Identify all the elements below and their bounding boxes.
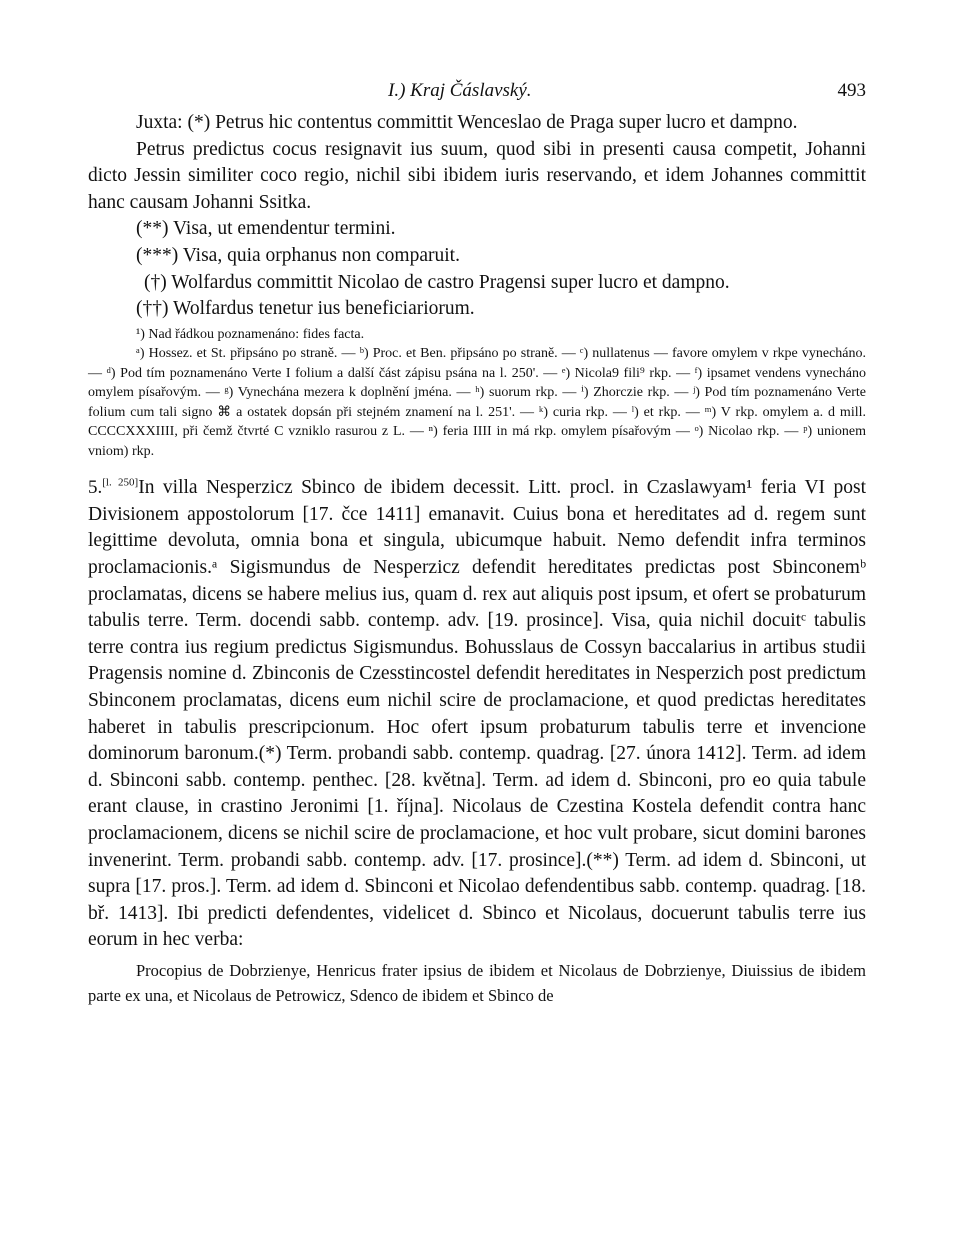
entry-number: 5. <box>88 477 103 499</box>
footnotes <box>88 325 866 462</box>
note-wolfardus-committit: (†) Wolfardus committit Nicolao de castro Pragensi super lucro et dampno. <box>144 271 730 293</box>
document-page <box>88 80 866 1008</box>
entry-5 <box>88 475 866 954</box>
witness-text: Procopius de Dobrzienye, Henricus frater ipsius de ibidem et Nicolaus de Dobrzienye, Diuissius de ibidem parte ex una, et Nicolaus de Petrowicz, Sdenco de ibidem et Sbinco de <box>88 960 866 1005</box>
running-header <box>88 80 866 110</box>
note-wolfardus-tenetur: (††) Wolfardus tenetur ius beneficiariorum. <box>136 298 475 320</box>
entry-5-text <box>88 475 866 954</box>
witness-list <box>88 958 866 1008</box>
juxta-paragraph: Juxta: (*) Petrus hic contentus committit Wenceslao de Praga super lucro et dampno. <box>136 112 798 133</box>
entry-5-body: In villa Nesperzicz Sbinco de ibidem decessit. Litt. procl. in Czaslawyam¹ feria VI post Divisionem appostolorum [17. čce 1411] emanavit. Cuius bona et hereditates ad d. regem sunt legittime devoluta, omnia bona et singula, ubicumque habuit. Nemo defendit infra terminos proclamacionis.ᵃ Sigismundus de Nesperzicz defendit hereditates predictas post Sbinconemᵇ proclamatas, dicens se habere melius ius, quam d. rex aut aliquis post ipsum, et ofert se probaturum tabulis terre. Term. docendi sabb. contemp. adv. [19. prosince]. Visa, quia nichil docuitᶜ tabulis terre contra ius regium predictus Sigismundus. Bohusslaus de Cossyn baccalarius in artibus studii Pragensis nomine d. Zbinconis de Czesstincostel defendit hereditates in Nesperzich post predictum Sbinconem proclamatas, dicens eum nichil scire de proclamacione, et quod predictas hereditates haberet in tabulis prescripcionum. Hoc ofert ipsum probaturum tabulis terre et invencione dominorum baronum.(*) Term. probandi sabb. contemp. quadrag. [27. února 1412]. Term. ad idem d. Sbinconi sabb. contemp. penthec. [28. května]. Term. ad idem d. Sbinconi, pro eo quia tabule erant clause, in crastino Jeronimi [1. října]. Nicolaus de Czestina Kostela defendit contra hanc proclamacionem, dicens se nichil scire de proclamacione, et hoc vult probare, sicut domini barones invenerint. Term. probandi sabb. contemp. adv. [17. prosince].(**) Term. ad idem d. Sbinconi, ut supra [17. pros.]. Term. ad idem d. Sbinconi et Nicolao defendentibus sabb. contemp. quadrag. [18. bř. 1413]. Ibi predicti defendentes, videlicet d. Sbinco et Nicolaus, docuerunt tabulis terre ius eorum in hec verba: <box>88 477 866 951</box>
main-text <box>88 110 866 323</box>
note-visa-termini: (**) Visa, ut emendentur termini. <box>136 218 396 240</box>
petrus-paragraph: Petrus predictus cocus resignavit ius suum, quod sibi in presenti causa competit, Johanni dicto Jessin similiter coco regio, nichil sibi ibidem iuris reservando, et idem Johannes committit hanc causam Johanni Ssitka. <box>88 138 866 213</box>
region-title: I.) Kraj Čáslavský. <box>388 80 532 101</box>
page-number: 493 <box>837 80 866 101</box>
footnote-letters: ᵃ) Hossez. et St. připsáno po straně. — ᵇ) Proc. et Ben. připsáno po straně. — ᶜ) nullatenus — favore omylem v rkpe vynecháno. — ᵈ) Pod tím poznamenáno Verte I folium a další část zápisu psána na l. 250'. — ᵉ) Nicola9 fili⁹ rkp. — ᶠ) ipsamet vendens vynecháno omylem písařovým. — ᵍ) Vynechána mezera k doplnění jména. — ʰ) suorum rkp. — ⁱ) Zhorczie rkp. — ʲ) Pod tím poznamenáno Verte folium cum tali signo ⌘ a ostatek dopsán při stejném znamení na l. 251'. — ᵏ) curia rkp. — ˡ) et rkp. — ᵐ) V rkp. omylem a. d mill. CCCCXXXIIII, při čemž čtvrté C vzniklo rasurou z L. — ⁿ) feria IIII in má rkp. omylem písařovým — ᵒ) Nicolao rkp. — ᵖ) unionem vniom) rkp. <box>88 346 866 459</box>
note-visa-orphanus: (***) Visa, quia orphanus non comparuit. <box>136 244 460 266</box>
folio-marker: [l. 250] <box>102 476 139 489</box>
footnote-1: ¹) Nad řádkou poznamenáno: fides facta. <box>136 326 365 342</box>
